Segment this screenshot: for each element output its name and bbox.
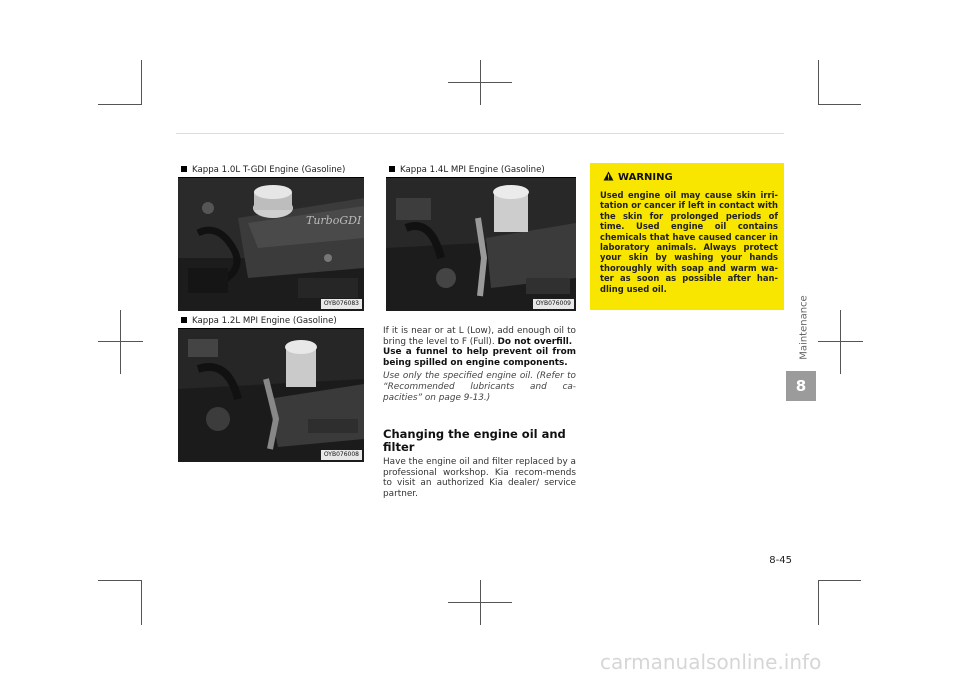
engine-figure-2 — [178, 314, 364, 462]
bullet-square-icon — [389, 166, 395, 172]
watermark: carmanualsonline.info — [600, 650, 822, 674]
figure-caption-bar — [178, 163, 364, 178]
figure-code: OYB076083 — [321, 299, 362, 309]
engine-figure-1 — [178, 163, 364, 311]
engine-photo — [178, 178, 364, 311]
warning-box — [590, 163, 784, 310]
page-number: 8-45 — [769, 555, 792, 566]
header-rule — [176, 133, 784, 134]
crop-mark — [120, 310, 121, 374]
engine-photo — [178, 329, 364, 462]
crop-mark — [98, 104, 141, 105]
chapter-tab: 8 — [786, 371, 816, 401]
figure-caption-bar — [386, 163, 576, 178]
crop-mark — [98, 341, 143, 342]
paragraph: If it is near or at L (Low), add enough oil to bring the level to F (Full). Do not overfill. — [383, 326, 576, 347]
bullet-square-icon — [181, 317, 187, 323]
crop-mark — [840, 310, 841, 374]
figure-code: OYB076008 — [321, 450, 362, 460]
paragraph: Use only the specified engine oil. (Refer to “Recommended lubricants and ca-pacities” on page 9-13.) — [383, 371, 576, 403]
warning-triangle-icon — [603, 171, 614, 181]
engine-photo — [386, 178, 576, 311]
warning-title: WARNING — [603, 171, 673, 184]
crop-mark — [818, 104, 861, 105]
crop-mark — [818, 580, 819, 625]
crop-mark — [448, 602, 512, 603]
bullet-square-icon — [181, 166, 187, 172]
figure-caption: Kappa 1.0L T-GDI Engine (Gasoline) — [192, 165, 346, 175]
crop-mark — [818, 60, 819, 105]
paragraph: Use a funnel to help prevent oil from being spilled on engine components. — [383, 347, 576, 368]
chapter-side-label: Maintenance — [798, 295, 810, 360]
crop-mark — [141, 60, 142, 105]
figure-caption: Kappa 1.4L MPI Engine (Gasoline) — [400, 165, 545, 175]
warning-text: Used engine oil may cause skin irri-tation or cancer if left in contact with the skin for prolonged periods of time. Used engine oil contains chemicals that have caused cancer in laboratory animals. Always protect your skin by washing your hands thoroughly with soap and warm wa-ter as soon as possible after han-dling used oil. — [600, 190, 778, 294]
turbo-gdi-badge: TurboGDI — [306, 214, 362, 227]
figure-caption-bar — [178, 314, 364, 329]
crop-mark — [141, 580, 142, 625]
engine-figure-3 — [386, 163, 576, 311]
crop-mark — [818, 580, 861, 581]
section-heading: Changing the engine oil and filter — [383, 427, 566, 454]
figure-caption: Kappa 1.2L MPI Engine (Gasoline) — [192, 316, 337, 326]
crop-mark — [448, 82, 512, 83]
crop-mark — [98, 580, 141, 581]
figure-code: OYB076009 — [533, 299, 574, 309]
oil-level-instructions — [383, 326, 576, 403]
section-text: Have the engine oil and filter replaced by a professional workshop. Kia recom-mends to visit an authorized Kia dealer/ service partner. — [383, 457, 576, 499]
crop-mark — [818, 341, 863, 342]
